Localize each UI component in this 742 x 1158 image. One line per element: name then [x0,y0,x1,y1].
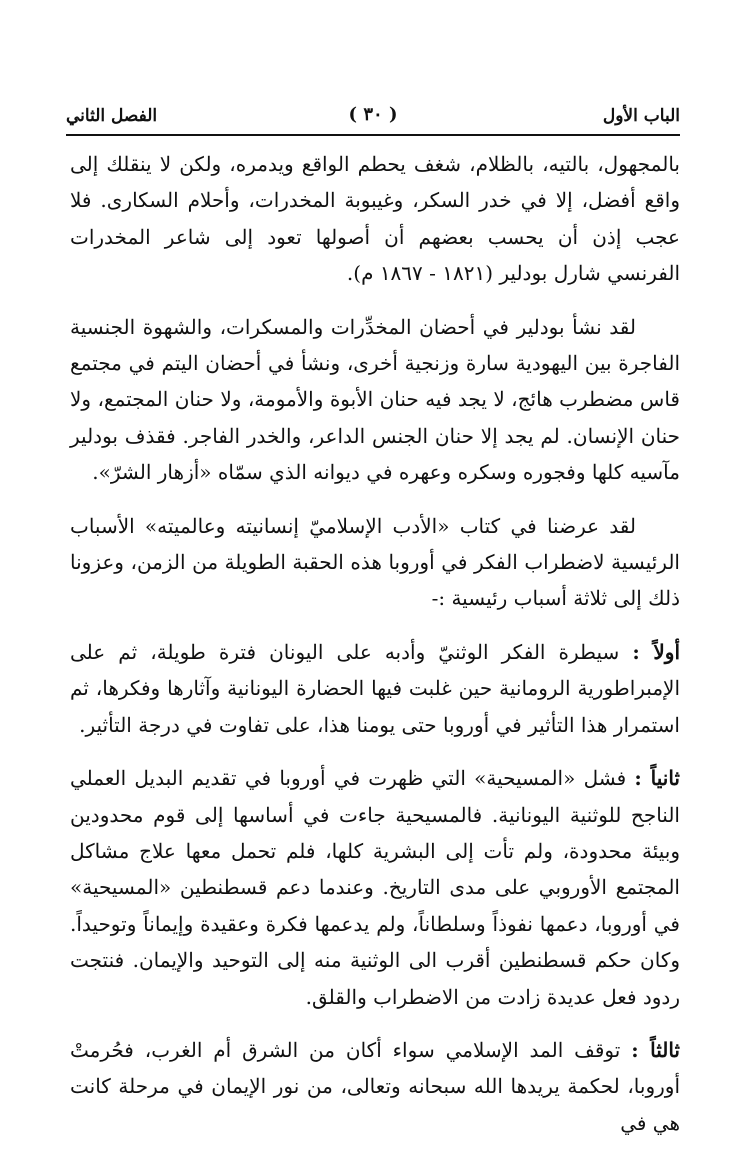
list-item-second [70,760,680,1015]
page-number: ( ٣٠ ) [348,104,398,125]
part-title: الباب الأول [602,106,680,126]
paragraph [70,508,680,617]
list-item-text: توقف المد الإسلامي سواء أكان من الشرق أم الغرب، فحُرمتْ أوروبا، لحكمة يريدها الله سبحانه وتعالى، من نور الإيمان في مرحلة كانت هي في [70,1037,680,1135]
list-item-lead: ثانياً : [634,766,681,791]
list-item-third [70,1032,680,1141]
running-header [66,104,680,136]
list-item-text: فشل «المسيحية» التي ظهرت في أوروبا في تقديم البديل العملي الناجح للوثنية اليونانية. فالمسيحية جاءت في أساسها إلى قوم محدودين وبيئة محدودة، ولم تأت إلى البشرية كلها، فلم تحمل معها علاج مشاكل المجتمع الأوروبي على مدى التاريخ. وعندما دعم قسطنطين «المسيحية» في أوروبا، دعمها نفوذاً وسلطاناً، ولم يدعمها فكرة وعقيدة وإيماناً وتوحيداً. وكان حكم قسطنطين أقرب الى الوثنية منه إلى التوحيد والإيمان. فنتجت ردود فعل عديدة زادت من الاضطراب والقلق. [70,766,680,1009]
body-text [70,146,680,1158]
list-item-lead: أولاً : [632,639,681,664]
paragraph [70,309,680,491]
paragraph-text: بالمجهول، بالتيه، بالظلام، شغف يحطم الواقع ويدمره، ولكن لا ينقلك إلى واقع أفضل، إلا في خدر السكر، وغيبوبة المخدرات، وأحلام السكارى. فلا عجب إذن أن يحسب بعضهم أن أصولها تعود إلى شاعر المخدرات الفرنسي شارل بودلير (١٨٢١ - ١٨٦٧ م). [70,152,680,286]
paragraph-text: لقد عرضنا في كتاب «الأدب الإسلاميّ إنسانيته وعالميته» الأسباب الرئيسية لاضطراب الفكر في أوروبا هذه الحقبة الطويلة من الزمن، وعزونا ذلك إلى ثلاثة أسباب رئيسية :- [70,513,680,611]
paragraph [70,146,680,292]
paragraph-text: لقد نشأ بودلير في أحضان المخدِّرات والمسكرات، والشهوة الجنسية الفاجرة بين اليهودية سارة وزنجية أخرى، ونشأ في أحضان اليتم في مجتمع قاس مضطرب هائج، لا يجد فيه حنان الأبوة والأمومة، ولا حنان المجتمع، ولا حنان الإنسان. لم يجد إلا حنان الجنس الداعر، والخدر الفاجر. فقذف بودلير مآسيه كلها وفجوره وسكره وعهره في ديوانه الذي سمّاه «أزهار الشرّ». [70,314,680,485]
list-item-text: سيطرة الفكر الوثنيّ وأدبه على اليونان فترة طويلة، ثم على الإمبراطورية الرومانية حين غلبت فيها الحضارة اليونانية وآثارها وفكرها، ثم استمرار هذا التأثير في أوروبا حتى يومنا هذا، على تفاوت في درجة التأثير. [70,639,680,737]
list-item-first [70,634,680,743]
chapter-title: الفصل الثاني [66,106,158,126]
list-item-lead: ثالثاً : [631,1037,680,1062]
